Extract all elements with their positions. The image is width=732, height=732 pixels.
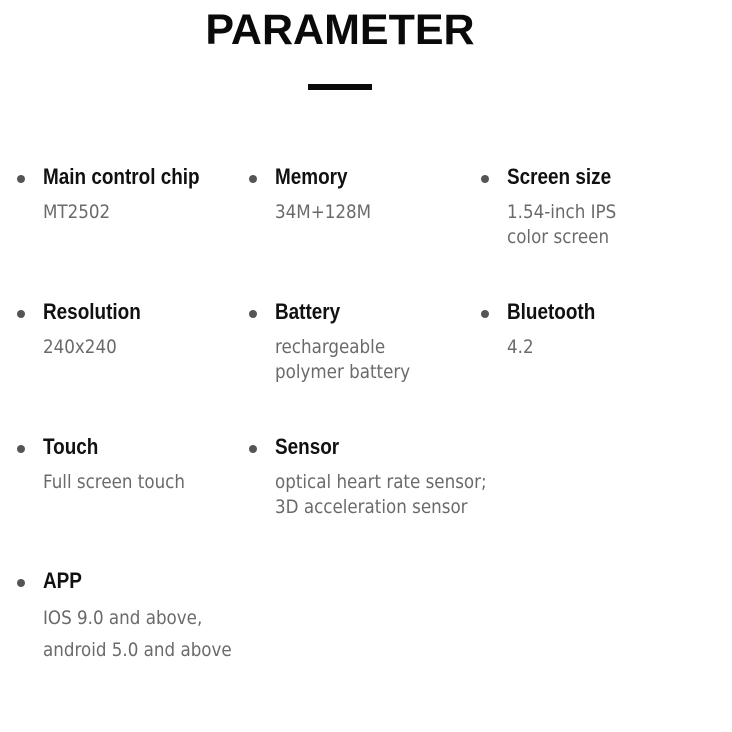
bullet-icon — [17, 579, 25, 587]
spec-value — [507, 200, 616, 250]
spec-value-line: rechargeable — [275, 336, 386, 358]
spec-label: Bluetooth — [507, 299, 596, 324]
spec-value-line: Full screen touch — [43, 471, 185, 493]
spec-value-line: 3D acceleration sensor — [275, 496, 468, 518]
title-underline-divider — [308, 84, 372, 90]
bullet-icon — [481, 310, 489, 318]
spec-label: APP — [43, 568, 82, 593]
spec-value-line: color screen — [507, 226, 610, 248]
spec-value-line: 34M+128M — [275, 201, 372, 223]
spec-value-line: android 5.0 and above — [43, 639, 232, 661]
bullet-icon — [17, 310, 25, 318]
spec-value — [43, 335, 117, 360]
bullet-icon — [17, 445, 25, 453]
spec-value — [275, 200, 371, 225]
spec-value-line: optical heart rate sensor; — [275, 471, 487, 493]
spec-value — [43, 470, 185, 495]
spec-value-line: polymer battery — [275, 361, 411, 383]
spec-label: Main control chip — [43, 164, 200, 189]
spec-value — [275, 335, 410, 385]
spec-label: Memory — [275, 164, 348, 189]
spec-value — [43, 602, 232, 666]
spec-label: Battery — [275, 299, 341, 324]
spec-label: Sensor — [275, 434, 340, 459]
bullet-icon — [481, 175, 489, 183]
bullet-icon — [249, 310, 257, 318]
spec-value-line: MT2502 — [43, 201, 111, 223]
spec-value-line: 4.2 — [507, 336, 534, 358]
spec-value-line: 240x240 — [43, 336, 117, 358]
spec-label: Touch — [43, 434, 99, 459]
spec-value — [275, 470, 487, 520]
spec-value-line: 1.54-inch IPS — [507, 201, 617, 223]
bullet-icon — [249, 175, 257, 183]
bullet-icon — [249, 445, 257, 453]
bullet-icon — [17, 175, 25, 183]
spec-value — [507, 335, 534, 360]
spec-label: Resolution — [43, 299, 141, 324]
spec-value-line: IOS 9.0 and above, — [43, 607, 203, 629]
spec-value — [43, 200, 110, 225]
spec-label: Screen size — [507, 164, 612, 189]
page-title: PARAMETER — [205, 6, 475, 54]
